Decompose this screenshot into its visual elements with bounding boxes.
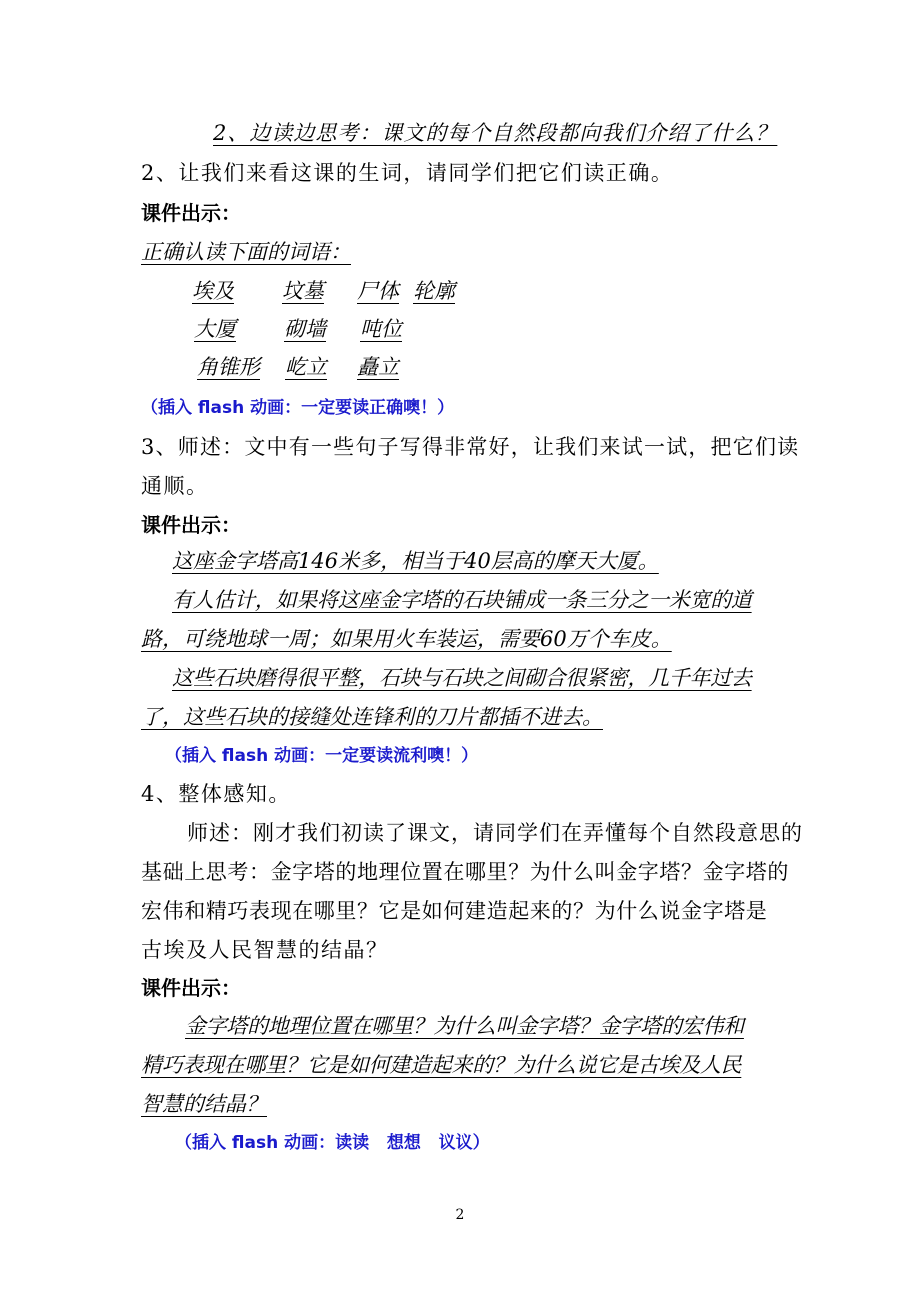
vocab-word: 砌墙 bbox=[284, 317, 326, 341]
sentence-2-line-1: 有人估计，如果将这座金字塔的石块铺成一条三分之一米宽的道 bbox=[172, 588, 752, 612]
vocab-word: 尸体 bbox=[357, 279, 399, 303]
vocab-word: 轮廓 bbox=[413, 279, 455, 303]
question-heading: 2、边读边思考：课文的每个自然段都向我们介绍了什么？ bbox=[213, 121, 778, 145]
flash-note-3: （插入 flash 动画：读读 想想 议议） bbox=[175, 1133, 490, 1153]
page-number: 2 bbox=[455, 1207, 465, 1223]
flash-note-2: （插入 flash 动画：一定要读流利噢！） bbox=[165, 746, 479, 766]
sentence-3-line-1: 这些石块磨得很平整，石块与石块之间砌合很紧密，几千年过去 bbox=[172, 666, 752, 690]
sentence-3-line-2: 了，这些石块的接缝处连锋利的刀片都插不进去。 bbox=[141, 705, 603, 729]
vocab-word: 角锥形 bbox=[197, 355, 260, 379]
vocab-word: 埃及 bbox=[192, 279, 234, 303]
paragraph-line-4: 古埃及人民智慧的结晶？ bbox=[141, 938, 389, 962]
question-line-3: 智慧的结晶？ bbox=[141, 1092, 267, 1116]
question-line-2: 精巧表现在哪里？它是如何建造起来的？为什么说它是古埃及人民 bbox=[141, 1053, 742, 1077]
question-line-1: 金字塔的地理位置在哪里？为什么叫金字塔？金字塔的宏伟和 bbox=[185, 1014, 744, 1038]
paragraph-line-2: 基础上思考：金字塔的地理位置在哪里？为什么叫金字塔？金字塔的 bbox=[141, 860, 789, 884]
vocab-word: 矗立 bbox=[357, 355, 399, 379]
courseware-label-2: 课件出示： bbox=[141, 513, 241, 537]
vocab-word: 屹立 bbox=[285, 355, 327, 379]
step-3-line-1: 3、师述：文中有一些句子写得非常好，让我们来试一试，把它们读 bbox=[141, 435, 800, 459]
vocab-title: 正确认读下面的词语： bbox=[141, 240, 351, 264]
vocab-row-1 bbox=[172, 276, 474, 306]
flash-note-1: （插入 flash 动画：一定要读正确噢！） bbox=[141, 398, 455, 418]
sentence-1: 这座金字塔高146米多，相当于40层高的摩天大厦。 bbox=[172, 549, 659, 573]
vocab-row-2 bbox=[186, 314, 408, 344]
step-4-heading: 4、整体感知。 bbox=[141, 782, 291, 806]
vocab-word: 大厦 bbox=[194, 317, 236, 341]
courseware-label-1: 课件出示： bbox=[141, 201, 241, 225]
vocab-row-3 bbox=[141, 352, 401, 382]
courseware-label-3: 课件出示： bbox=[141, 976, 241, 1000]
sentence-2-line-2: 路，可绕地球一周；如果用火车装运，需要60万个车皮。 bbox=[141, 627, 672, 651]
step-3-line-2: 通顺。 bbox=[141, 474, 209, 498]
vocab-word: 吨位 bbox=[360, 317, 402, 341]
step-2-text: 2、让我们来看这课的生词，请同学们把它们读正确。 bbox=[141, 161, 674, 185]
vocab-word: 坟墓 bbox=[282, 279, 324, 303]
paragraph-line-1: 师述：刚才我们初读了课文，请同学们在弄懂每个自然段意思的 bbox=[187, 821, 803, 845]
paragraph-line-3: 宏伟和精巧表现在哪里？它是如何建造起来的？为什么说金字塔是 bbox=[141, 899, 768, 923]
